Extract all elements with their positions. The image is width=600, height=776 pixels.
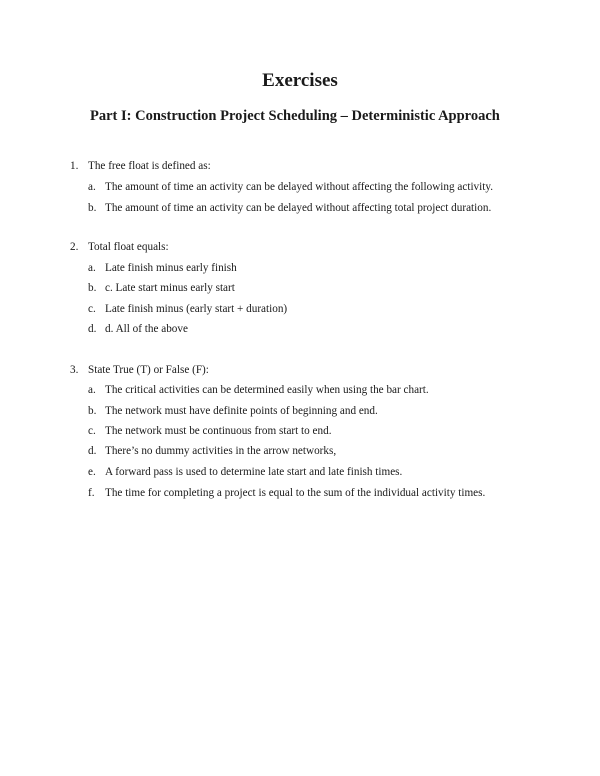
- option-letter: e.: [88, 466, 96, 478]
- option-letter: c.: [88, 303, 96, 315]
- option-text: Late finish minus (early start + duration): [105, 303, 288, 315]
- section-subtitle: Part I: Construction Project Scheduling – Deterministic Approach: [90, 108, 500, 124]
- option-text: Late finish minus early finish: [105, 262, 237, 274]
- option-text: c. Late start minus early start: [105, 282, 235, 294]
- question-1-option-b: [88, 201, 491, 215]
- option-letter: d.: [88, 445, 97, 457]
- question-2-option-b: [88, 281, 235, 295]
- question-text: The free float is defined as:: [88, 160, 211, 172]
- option-letter: f.: [88, 487, 95, 499]
- option-text: The network must be continuous from start to end.: [105, 425, 332, 437]
- option-text: The critical activities can be determined easily when using the bar chart.: [105, 384, 429, 396]
- question-3-option-a: [88, 383, 429, 397]
- option-letter: a.: [88, 384, 96, 396]
- question-1: [70, 159, 211, 173]
- question-1-option-a: [88, 180, 493, 194]
- option-text: The network must have definite points of beginning and end.: [105, 405, 378, 417]
- question-text: Total float equals:: [88, 241, 169, 253]
- option-letter: d.: [88, 323, 97, 335]
- option-letter: b.: [88, 202, 97, 214]
- question-3-option-e: [88, 465, 402, 479]
- option-text: The amount of time an activity can be delayed without affecting total project duration.: [105, 202, 492, 214]
- question-2-option-d: [88, 322, 188, 336]
- page-title: Exercises: [262, 70, 338, 91]
- option-letter: b.: [88, 405, 97, 417]
- option-letter: a.: [88, 181, 96, 193]
- option-text: There’s no dummy activities in the arrow networks,: [105, 445, 337, 457]
- option-letter: a.: [88, 262, 96, 274]
- option-letter: c.: [88, 425, 96, 437]
- option-text: The amount of time an activity can be delayed without affecting the following activity.: [105, 181, 494, 193]
- question-3-option-c: [88, 424, 332, 438]
- question-2: [70, 240, 169, 254]
- question-2-option-c: [88, 302, 287, 316]
- option-text: The time for completing a project is equal to the sum of the individual activity times.: [105, 487, 486, 499]
- question-number: 1.: [70, 160, 79, 172]
- question-3-option-b: [88, 404, 378, 418]
- option-text: A forward pass is used to determine late start and late finish times.: [105, 466, 403, 478]
- question-3-option-f: [88, 486, 485, 500]
- question-text: State True (T) or False (F):: [88, 364, 209, 376]
- question-number: 2.: [70, 241, 79, 253]
- question-number: 3.: [70, 364, 79, 376]
- question-2-option-a: [88, 261, 237, 275]
- question-3: [70, 363, 209, 377]
- question-3-option-d: [88, 444, 336, 458]
- option-letter: b.: [88, 282, 97, 294]
- option-text: d. All of the above: [105, 323, 188, 335]
